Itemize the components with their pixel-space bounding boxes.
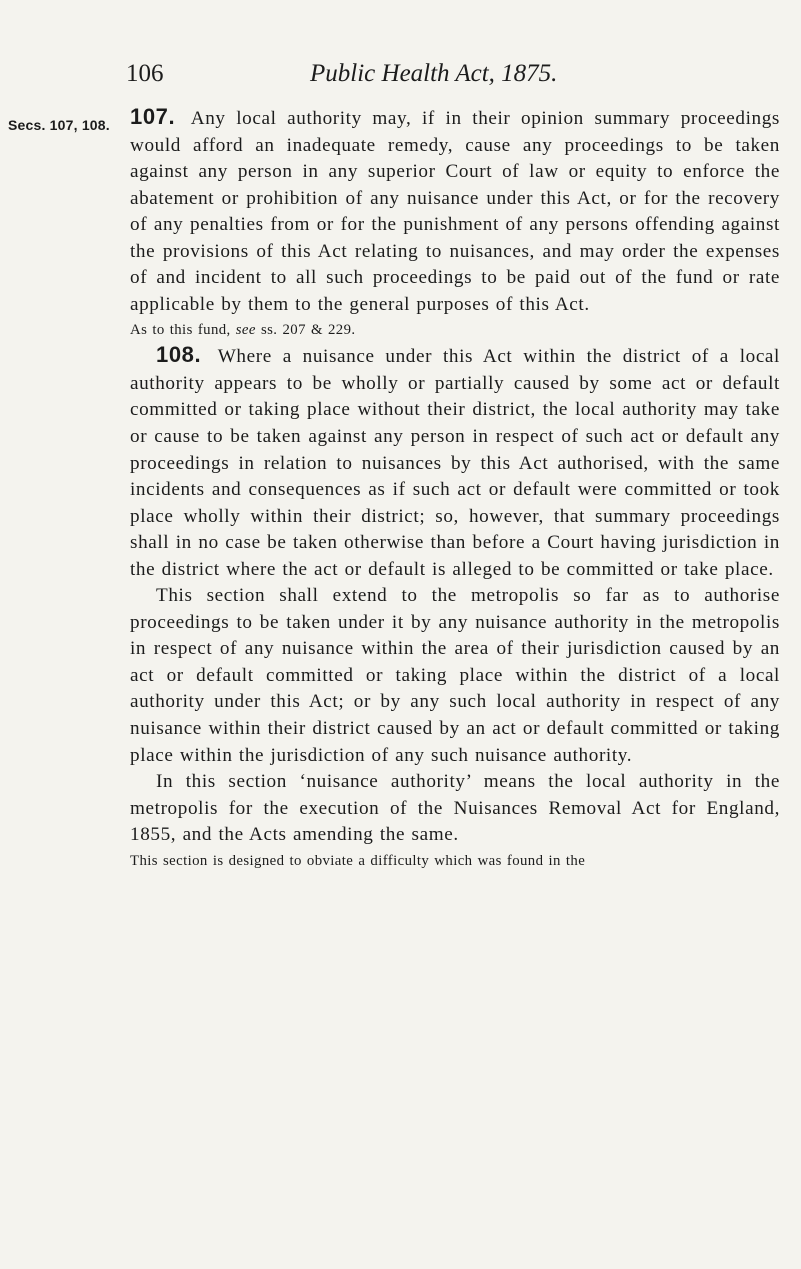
footnote: This section is designed to obviate a difficulty which was found in the: [130, 852, 586, 869]
footnote-prefix: As to this fund,: [130, 322, 231, 339]
section-paragraph: This section shall extend to the metropolis so far as to authorise proceedings to be taken under it by any nuisance authority in the metropolis in respect of any nuisance within the area of their jurisdiction caused by an act or default committed or taking place within the district of a local authority under this Act; or by any such local authority in respect of any nuisance within their district caused by an act or default committed or taking place within the jurisdiction of any such nuisance authority.: [130, 585, 780, 766]
footnote-see: see: [235, 322, 256, 339]
section-text: Any local authority may, if in their opinion summary proceedings would afford an inadequate remedy, cause any proceedings to be taken against any person in any superior Court of law or equity to enforce the abatement or prohibition of any nuisance under this Act, or for the recovery of any penalties from or for the punishment of any persons offending against the provisions of this Act relating to nuisances, and may order the expenses of and incident to all such proceedings to be paid out of the fund or rate applicable by them to the general purposes of this Act.: [130, 108, 780, 315]
margin-note: Secs. 107, 108.: [8, 117, 110, 133]
section-text: Where a nuisance under this Act within the district of a local authority appears to be wholly or partially caused by some act or default committed or taking place without their district, the local authority may take or cause to be taken against any person in respect of such act or default any proceedings in relation to nuisances by this Act authorised, with the same incidents and consequences as if such act or default were committed or took place wholly within their district; so, however, that summary proceedings shall in no case be taken otherwise than before a Court having jurisdiction in the district where the act or default is alleged to be committed or take place.: [130, 346, 780, 580]
body-text: [130, 104, 780, 873]
section-paragraph: In this section ‘nuisance authority’ means the local authority in the metropolis for the execution of the Nuisances Removal Act for England, 1855, and the Acts amending the same.: [130, 771, 780, 846]
section-number: 107.: [130, 104, 176, 129]
page-number: 106: [126, 60, 164, 87]
running-title: Public Health Act, 1875.: [310, 60, 558, 87]
section-number: 108.: [156, 342, 202, 368]
footnote-ref: ss. 207 & 229.: [260, 322, 356, 339]
section-108: [130, 342, 780, 583]
footnote: [130, 318, 780, 342]
section-107: [130, 104, 780, 318]
